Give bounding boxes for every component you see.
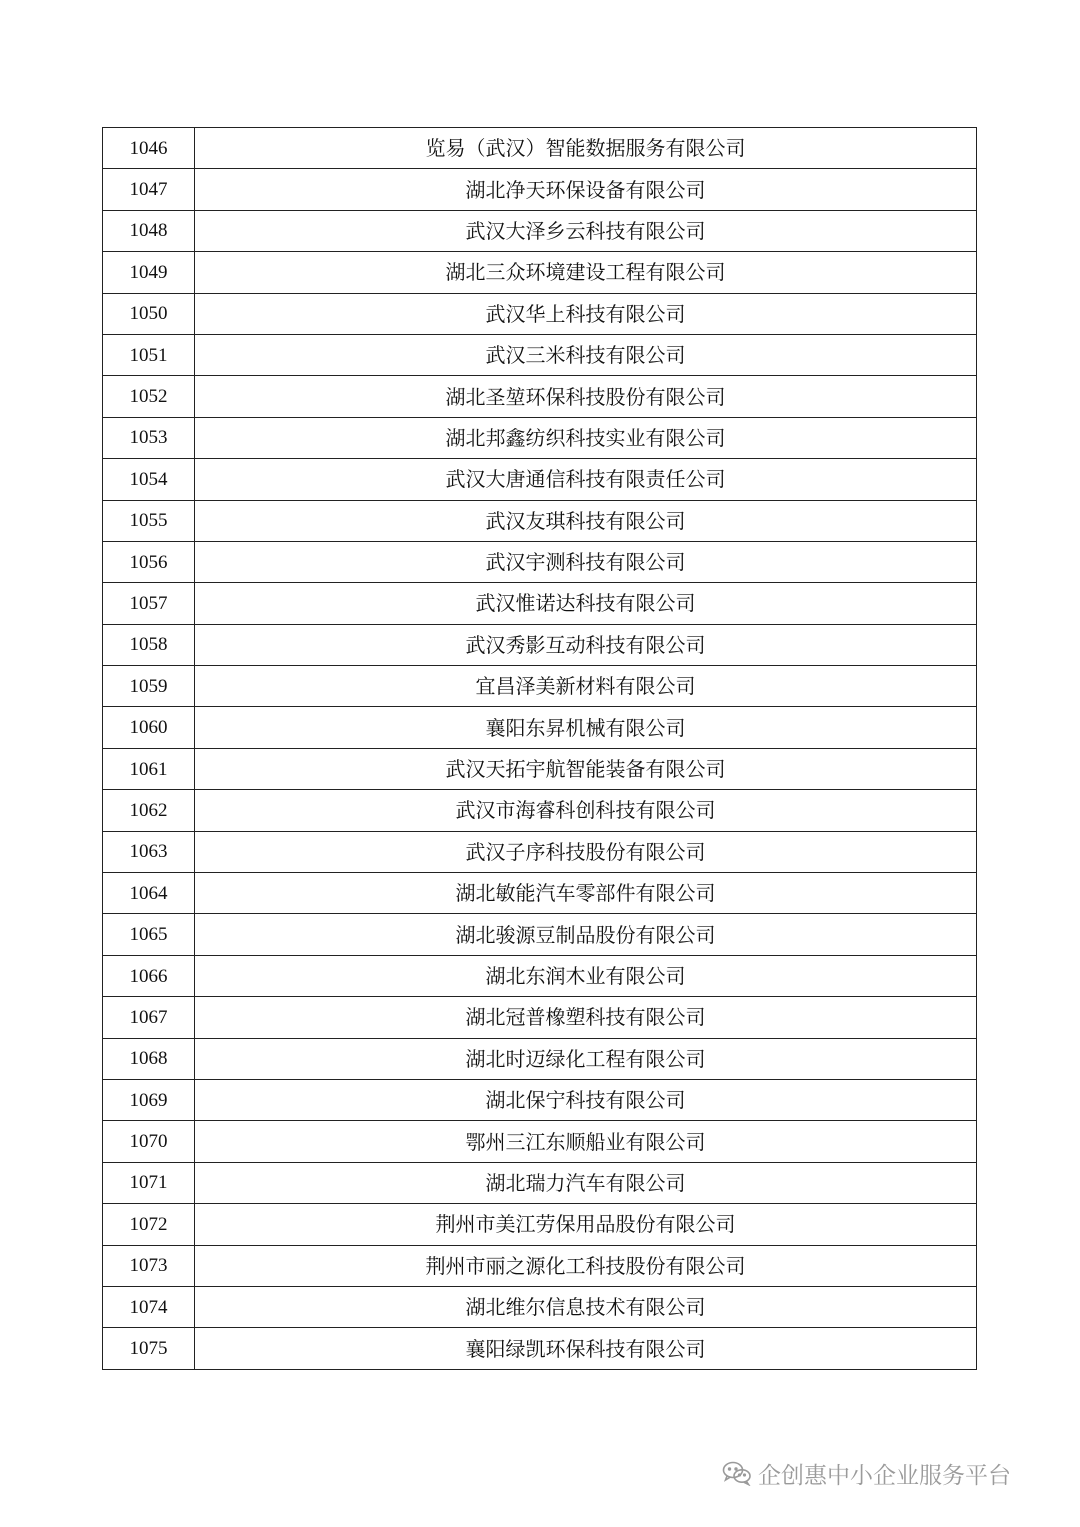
row-number: 1054 bbox=[103, 459, 195, 500]
company-name: 武汉华上科技有限公司 bbox=[195, 293, 977, 334]
company-name: 武汉大唐通信科技有限责任公司 bbox=[195, 459, 977, 500]
table-row bbox=[103, 500, 977, 541]
row-number: 1053 bbox=[103, 417, 195, 458]
row-number: 1073 bbox=[103, 1245, 195, 1286]
row-number: 1069 bbox=[103, 1079, 195, 1120]
table-row bbox=[103, 252, 977, 293]
row-number: 1049 bbox=[103, 252, 195, 293]
company-name: 览易（武汉）智能数据服务有限公司 bbox=[195, 128, 977, 169]
row-number: 1046 bbox=[103, 128, 195, 169]
table-row bbox=[103, 873, 977, 914]
company-name: 武汉宇测科技有限公司 bbox=[195, 541, 977, 582]
company-name: 湖北时迈绿化工程有限公司 bbox=[195, 1038, 977, 1079]
company-name: 荆州市美江劳保用品股份有限公司 bbox=[195, 1204, 977, 1245]
company-name: 武汉秀影互动科技有限公司 bbox=[195, 624, 977, 665]
company-name: 湖北保宁科技有限公司 bbox=[195, 1079, 977, 1120]
table-row bbox=[103, 1204, 977, 1245]
row-number: 1060 bbox=[103, 707, 195, 748]
table-row bbox=[103, 1162, 977, 1203]
company-name: 湖北冠普橡塑科技有限公司 bbox=[195, 997, 977, 1038]
table-row bbox=[103, 1286, 977, 1327]
row-number: 1072 bbox=[103, 1204, 195, 1245]
table-row bbox=[103, 955, 977, 996]
company-name: 武汉三米科技有限公司 bbox=[195, 334, 977, 375]
row-number: 1048 bbox=[103, 210, 195, 251]
row-number: 1063 bbox=[103, 831, 195, 872]
company-name: 武汉惟诺达科技有限公司 bbox=[195, 583, 977, 624]
company-name: 湖北骏源豆制品股份有限公司 bbox=[195, 914, 977, 955]
row-number: 1052 bbox=[103, 376, 195, 417]
company-name: 湖北邦鑫纺织科技实业有限公司 bbox=[195, 417, 977, 458]
table-row bbox=[103, 1079, 977, 1120]
table-row bbox=[103, 128, 977, 169]
row-number: 1066 bbox=[103, 955, 195, 996]
table-row bbox=[103, 417, 977, 458]
company-name: 鄂州三江东顺船业有限公司 bbox=[195, 1121, 977, 1162]
table-row bbox=[103, 831, 977, 872]
table-row bbox=[103, 1245, 977, 1286]
table-row bbox=[103, 1328, 977, 1369]
row-number: 1075 bbox=[103, 1328, 195, 1369]
company-name: 湖北维尔信息技术有限公司 bbox=[195, 1286, 977, 1327]
row-number: 1065 bbox=[103, 914, 195, 955]
row-number: 1061 bbox=[103, 748, 195, 789]
table-row bbox=[103, 293, 977, 334]
company-name: 武汉子序科技股份有限公司 bbox=[195, 831, 977, 872]
table-row bbox=[103, 1038, 977, 1079]
wechat-icon bbox=[722, 1460, 752, 1486]
company-name: 荆州市丽之源化工科技股份有限公司 bbox=[195, 1245, 977, 1286]
table-row bbox=[103, 541, 977, 582]
watermark bbox=[722, 1456, 1011, 1490]
row-number: 1057 bbox=[103, 583, 195, 624]
company-name: 襄阳东昇机械有限公司 bbox=[195, 707, 977, 748]
table-row bbox=[103, 790, 977, 831]
row-number: 1070 bbox=[103, 1121, 195, 1162]
row-number: 1062 bbox=[103, 790, 195, 831]
company-name: 武汉天拓宇航智能装备有限公司 bbox=[195, 748, 977, 789]
company-name: 湖北净天环保设备有限公司 bbox=[195, 169, 977, 210]
table-row bbox=[103, 376, 977, 417]
table-row bbox=[103, 210, 977, 251]
table-row bbox=[103, 1121, 977, 1162]
table-row bbox=[103, 748, 977, 789]
row-number: 1056 bbox=[103, 541, 195, 582]
company-name: 武汉友琪科技有限公司 bbox=[195, 500, 977, 541]
row-number: 1051 bbox=[103, 334, 195, 375]
table-row bbox=[103, 707, 977, 748]
row-number: 1050 bbox=[103, 293, 195, 334]
company-name: 湖北圣堃环保科技股份有限公司 bbox=[195, 376, 977, 417]
row-number: 1064 bbox=[103, 873, 195, 914]
company-name: 宜昌泽美新材料有限公司 bbox=[195, 666, 977, 707]
row-number: 1058 bbox=[103, 624, 195, 665]
table-row bbox=[103, 914, 977, 955]
table-row bbox=[103, 459, 977, 500]
row-number: 1047 bbox=[103, 169, 195, 210]
table-row bbox=[103, 169, 977, 210]
watermark-text: 企创惠中小企业服务平台 bbox=[758, 1462, 1011, 1489]
table-row bbox=[103, 624, 977, 665]
table-body bbox=[103, 128, 977, 1370]
company-name: 湖北敏能汽车零部件有限公司 bbox=[195, 873, 977, 914]
company-name: 襄阳绿凯环保科技有限公司 bbox=[195, 1328, 977, 1369]
company-name: 武汉市海睿科创科技有限公司 bbox=[195, 790, 977, 831]
company-name: 湖北瑞力汽车有限公司 bbox=[195, 1162, 977, 1203]
row-number: 1059 bbox=[103, 666, 195, 707]
table-row bbox=[103, 666, 977, 707]
row-number: 1055 bbox=[103, 500, 195, 541]
company-name: 武汉大泽乡云科技有限公司 bbox=[195, 210, 977, 251]
row-number: 1067 bbox=[103, 997, 195, 1038]
table-row bbox=[103, 583, 977, 624]
company-name: 湖北东润木业有限公司 bbox=[195, 955, 977, 996]
table-row bbox=[103, 997, 977, 1038]
row-number: 1071 bbox=[103, 1162, 195, 1203]
row-number: 1074 bbox=[103, 1286, 195, 1327]
table-row bbox=[103, 334, 977, 375]
company-list-table bbox=[102, 127, 977, 1370]
row-number: 1068 bbox=[103, 1038, 195, 1079]
company-name: 湖北三众环境建设工程有限公司 bbox=[195, 252, 977, 293]
